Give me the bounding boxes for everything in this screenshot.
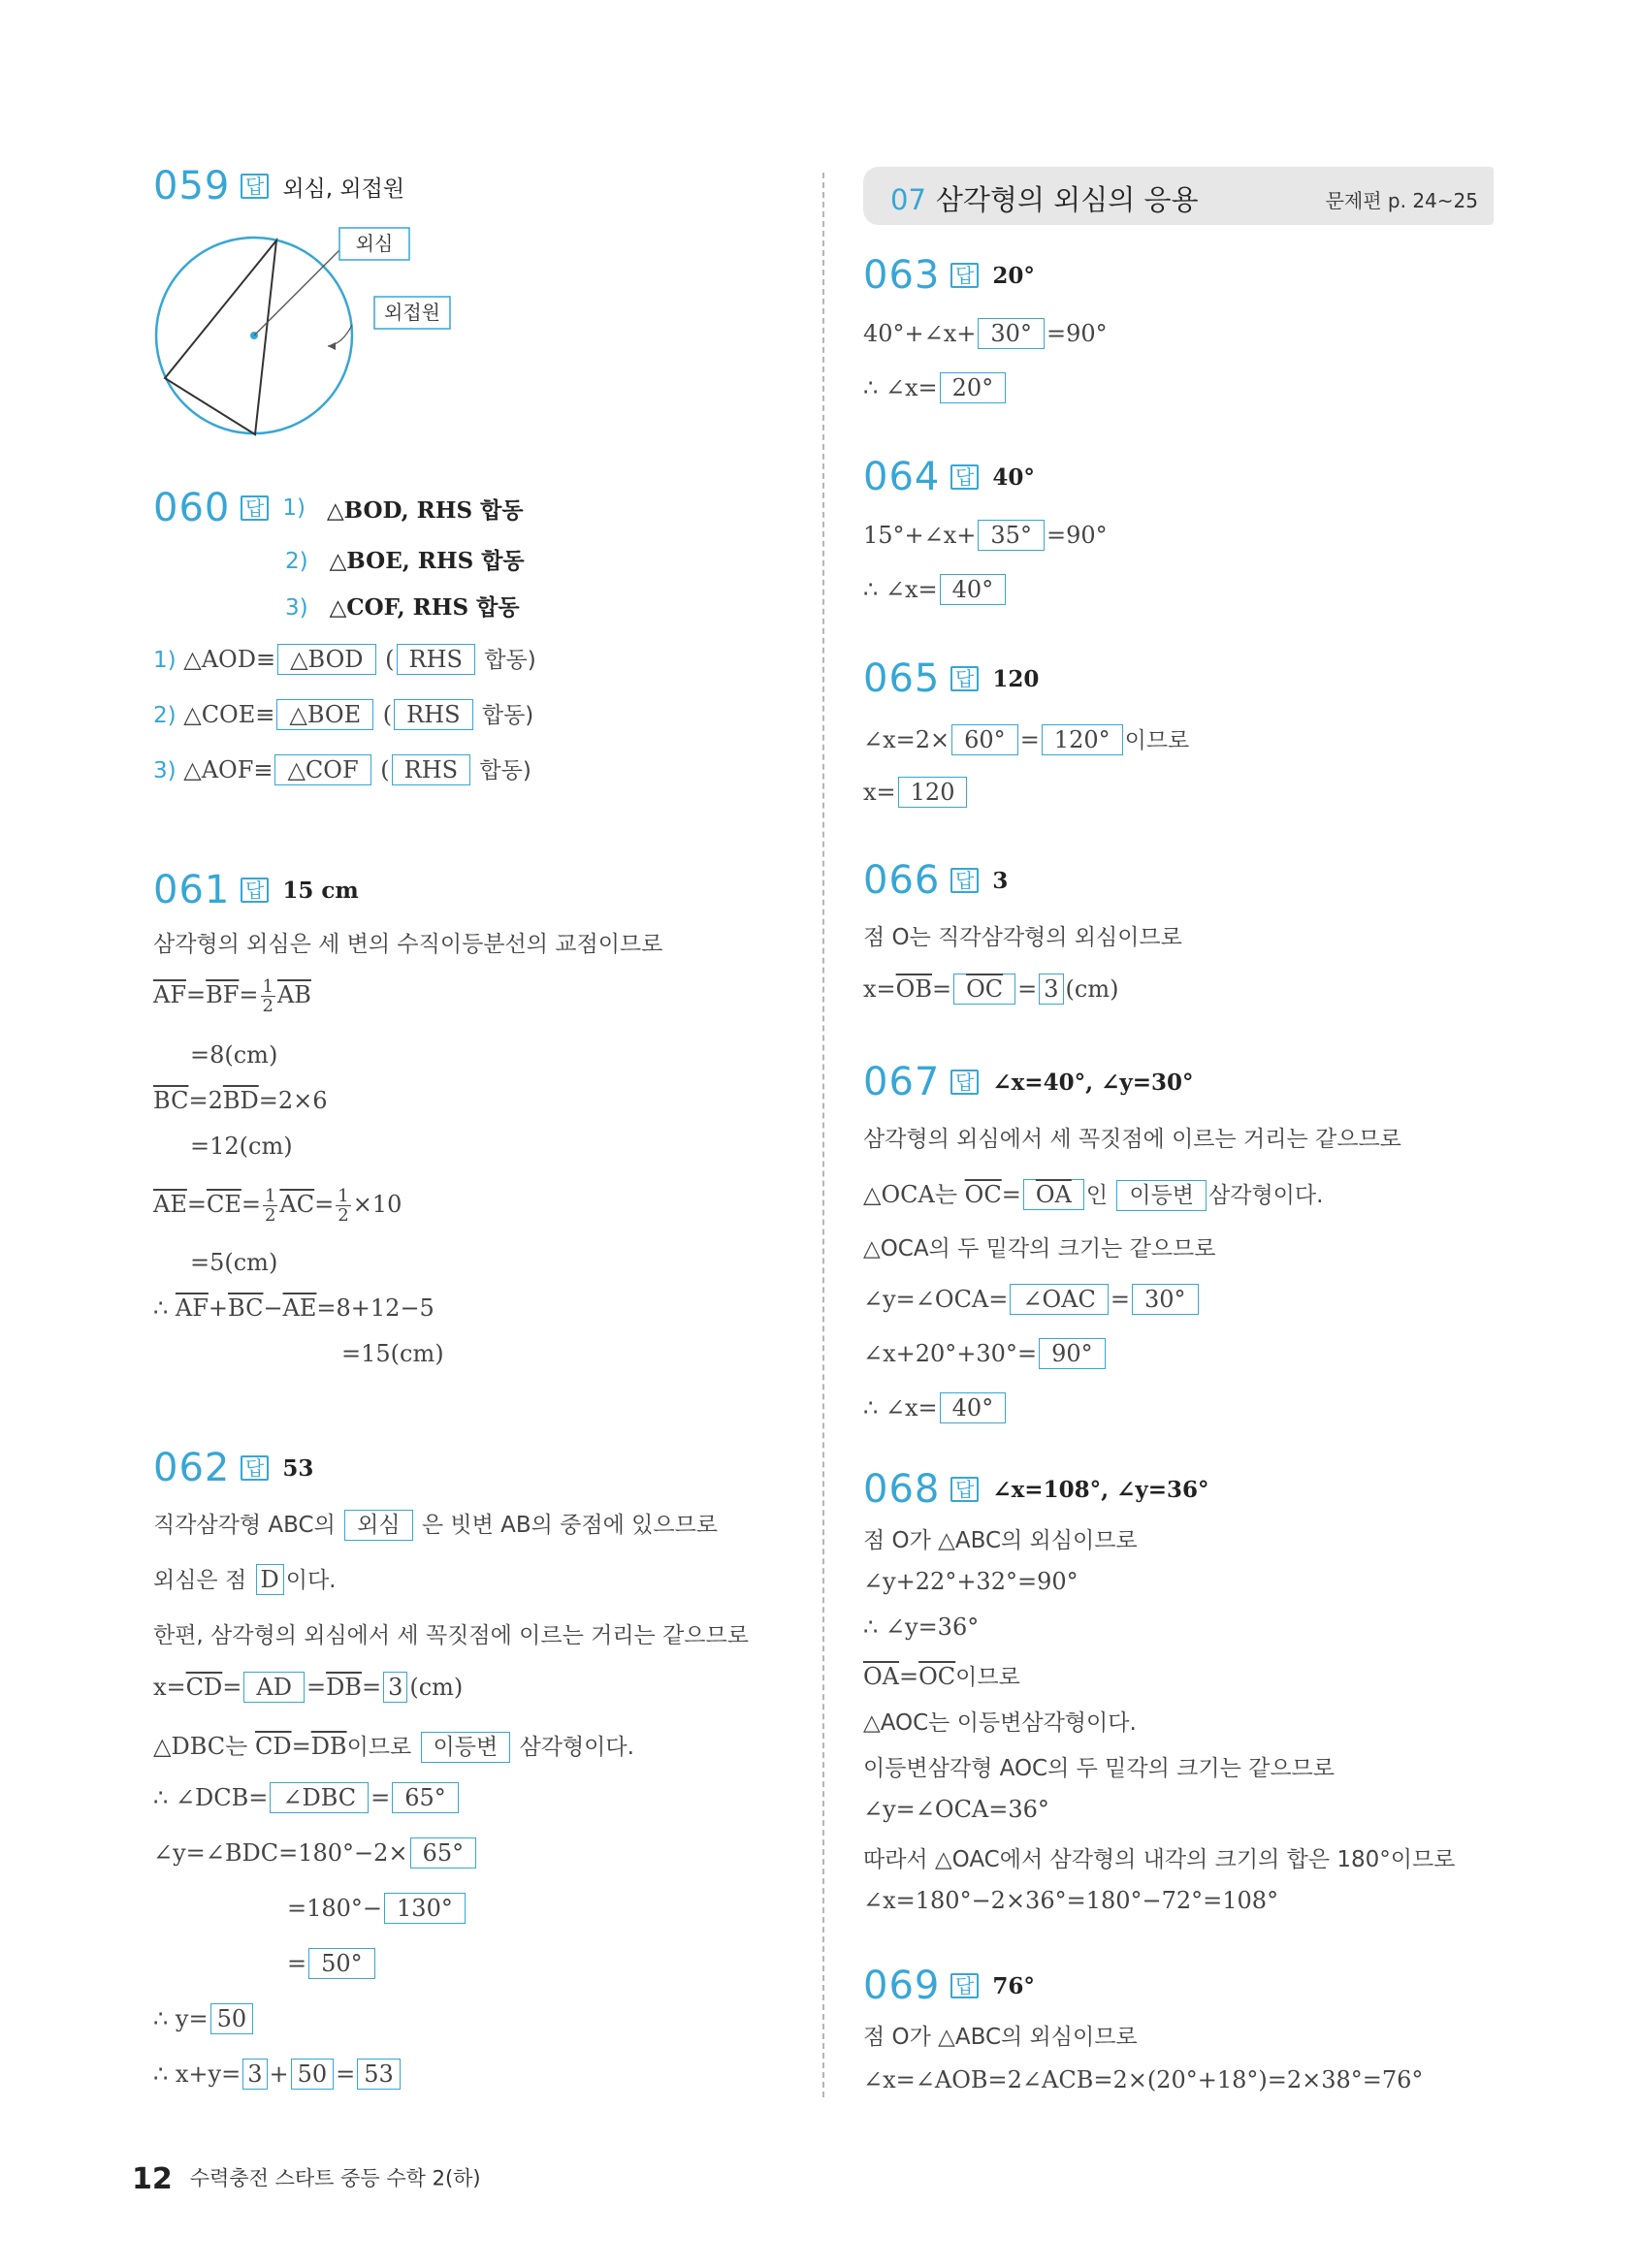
answer-box: 50 [210, 2003, 254, 2034]
text: ∠x+20°+30°= [863, 1340, 1038, 1367]
solution-line [153, 1187, 402, 1225]
answer-text: 40° [992, 463, 1035, 491]
answer-box: 60° [951, 724, 1018, 755]
solution-line [863, 1705, 1137, 1737]
book-title: 수력충전 스타트 중등 수학 2(하) [189, 2166, 481, 2190]
text: 점 O는 직각삼각형의 외심이므로 [863, 925, 1182, 950]
problem-number: 068 [863, 1467, 941, 1512]
text: = [1019, 726, 1040, 753]
text: = [1001, 1181, 1021, 1208]
solution-line [863, 1522, 1138, 1554]
solution-line [863, 1338, 1108, 1369]
answer-box: △BOE [276, 699, 373, 730]
text: △DBC는 [153, 1733, 255, 1760]
problem-063 [863, 252, 1035, 299]
item-number: 2) [285, 549, 308, 574]
section-number: 07 [890, 183, 926, 216]
problem-number: 064 [863, 455, 941, 499]
segment: $\overline{BD}$ [222, 1087, 259, 1114]
text: = [1110, 1286, 1130, 1313]
text: 따라서 △OAC에서 삼각형의 내각의 크기의 합은 180°이므로 [863, 1847, 1456, 1872]
text: 삼각형의 외심에서 세 꼭짓점에 이르는 거리는 같으므로 [863, 1127, 1401, 1152]
text: ∠y=∠OCA= [863, 1286, 1009, 1313]
answer-box: 20° [940, 372, 1007, 403]
item-number: 2) [153, 703, 177, 728]
segment: $\overline{OA}$ [863, 1663, 900, 1690]
solution-line [287, 1948, 377, 1979]
answer-badge: 답 [241, 495, 269, 521]
solution-line [153, 1727, 634, 1763]
text: x= [863, 779, 896, 806]
section-title [890, 178, 1198, 218]
text: ∴ x+y= [153, 2060, 241, 2088]
text: 40°+∠x+ [863, 320, 977, 347]
text: ∴ ∠x= [863, 576, 938, 603]
segment: $\overline{CE}$ [206, 1191, 241, 1218]
text: 삼각형이다. [1208, 1183, 1324, 1208]
text: ×10 [352, 1191, 402, 1218]
answer-box: 120° [1042, 724, 1123, 755]
column-divider [822, 173, 824, 2097]
solution-line [863, 1175, 1323, 1211]
problem-number: 059 [153, 164, 231, 208]
text: 이므로 [1124, 728, 1190, 753]
problem-number: 063 [863, 253, 941, 298]
segment: $\overline{DB}$ [310, 1733, 347, 1760]
denominator: 2 [338, 1205, 349, 1226]
solution-line: =8(cm) [190, 1041, 278, 1069]
answer-badge: 답 [950, 263, 979, 288]
answer-badge: 답 [950, 1070, 979, 1095]
answer-box: 65° [392, 1782, 459, 1813]
solution-line [863, 974, 1118, 1005]
text: = [239, 981, 259, 1008]
text: = [222, 1674, 242, 1701]
solution-line: =5(cm) [190, 1249, 278, 1276]
text: 은 빗변 AB의 중점에 있으므로 [414, 1513, 719, 1538]
problem-number: 061 [153, 868, 231, 912]
text: =2×6 [258, 1087, 328, 1114]
answer-box: △BOD [277, 644, 375, 675]
answer-text: 76° [992, 1972, 1035, 1999]
text: 인 [1085, 1183, 1115, 1208]
text: = [185, 981, 207, 1008]
text: 합동) [474, 703, 534, 728]
item-number: 1) [282, 495, 306, 521]
text: ( [372, 756, 390, 783]
text: △OCA는 [863, 1181, 965, 1208]
problem-059 [153, 163, 404, 209]
text: 점 O가 △ABC의 외심이므로 [863, 1528, 1138, 1553]
text: = [899, 1663, 919, 1690]
solution-line: ∠y=∠OCA=36° [863, 1796, 1049, 1823]
section-title-text: 삼각형의 외심의 응용 [935, 183, 1199, 216]
text: =90° [1046, 320, 1108, 347]
page-reference: 문제편 p. 24~25 [1325, 189, 1478, 212]
text: △AOC는 이등변삼각형이다. [863, 1710, 1137, 1736]
text: = [931, 975, 952, 1003]
answer-box: 40° [940, 1392, 1007, 1423]
problem-061 [153, 867, 359, 913]
answer-box: 3 [242, 2059, 267, 2090]
answer-text: 120 [992, 665, 1040, 692]
denominator: 2 [262, 996, 274, 1016]
answer-box: D [256, 1564, 284, 1595]
problem-number: 062 [153, 1446, 231, 1490]
answer-box: RHS [394, 699, 472, 730]
text: △OCA의 두 밑각의 크기는 같으므로 [863, 1236, 1216, 1262]
text: x= [153, 1674, 186, 1701]
answer-text: ∠x=40°, ∠y=30° [992, 1069, 1194, 1096]
text: = [306, 1674, 327, 1701]
text: 삼각형의 외심은 세 변의 수직이등분선의 교점이므로 [153, 932, 663, 957]
section-header [863, 167, 1494, 225]
problem-066 [863, 857, 1008, 904]
segment: $\overline{AE}$ [153, 1191, 187, 1218]
solution-line [863, 1750, 1335, 1782]
page-footer [132, 2162, 481, 2196]
text: = [336, 2060, 356, 2088]
answer-box: RHS [392, 754, 470, 785]
solution-line [863, 1659, 1020, 1691]
text: = [370, 1784, 391, 1811]
text: △AOF≡ [176, 756, 274, 783]
answer-text: ∠x=108°, ∠y=36° [992, 1476, 1209, 1503]
solution-line [153, 1087, 328, 1114]
text: = [287, 1950, 307, 1977]
text: 외심은 점 [153, 1568, 254, 1593]
solution-line [153, 752, 531, 785]
answer-text: 외심, 외접원 [282, 176, 405, 202]
answer-text: 53 [282, 1454, 314, 1482]
answer-badge: 답 [950, 1973, 979, 1998]
answer-box: $\overline{OC}$ [953, 974, 1015, 1005]
solution-line [863, 1392, 1008, 1423]
text: 이므로 [346, 1735, 419, 1760]
answer-box: 90° [1039, 1338, 1106, 1369]
text: ∴ ∠DCB= [153, 1784, 269, 1811]
text: = [241, 1191, 261, 1218]
fraction [261, 977, 275, 1015]
segment: $\overline{BC}$ [228, 1294, 264, 1322]
answer-badge: 답 [241, 1455, 269, 1481]
answer-badge: 답 [950, 1477, 979, 1502]
text: ∴ ∠x= [863, 1394, 938, 1421]
solution-line [153, 1562, 337, 1595]
answer-badge: 답 [950, 464, 979, 490]
answer-box: 3 [1039, 974, 1063, 1005]
answer-box: 120 [898, 777, 968, 808]
answer-line [285, 543, 525, 575]
text: ∴ y= [153, 2005, 209, 2032]
solution-line [153, 1294, 435, 1322]
answer-badge: 답 [950, 666, 979, 691]
text: 합동) [472, 758, 531, 783]
solution-line [153, 1507, 718, 1541]
segment: $\overline{AE}$ [282, 1294, 317, 1322]
text: (cm) [1065, 975, 1119, 1003]
text: ∠y=∠BDC=180°−2× [153, 1839, 408, 1867]
answer-box: ∠OAC [1010, 1284, 1108, 1315]
answer-box: 65° [410, 1837, 477, 1869]
solution-line [153, 642, 536, 675]
problem-062 [153, 1445, 313, 1491]
problem-number: 067 [863, 1060, 941, 1104]
segment: $\overline{AF}$ [153, 981, 186, 1008]
solution-line [863, 574, 1008, 605]
solution-line: ∴ ∠y=36° [863, 1613, 980, 1641]
solution-line [153, 697, 533, 730]
answer-badge: 답 [241, 174, 269, 199]
problem-064 [863, 454, 1035, 500]
arrowhead [328, 342, 336, 350]
solution-line [153, 1782, 461, 1813]
text: ( [375, 701, 393, 728]
text: ∠x=2× [863, 726, 950, 753]
answer-box: AD [243, 1672, 305, 1703]
problem-065 [863, 655, 1039, 702]
problem-068 [863, 1466, 1209, 1513]
text: ∴ ∠x= [863, 374, 938, 401]
label-circumcenter: 외심 [355, 232, 394, 255]
text: − [263, 1294, 283, 1322]
solution-line [863, 1284, 1201, 1315]
text: =8+12−5 [316, 1294, 435, 1322]
text: 점 O가 △ABC의 외심이므로 [863, 2025, 1138, 2050]
answer-box: 외심 [344, 1510, 412, 1541]
solution-line [863, 1230, 1215, 1262]
solution-line [863, 2019, 1138, 2051]
solution-line [153, 1672, 463, 1703]
solution-line: ∠x=∠AOB=2∠ACB=2×(20°+18°)=2×38°=76° [863, 2066, 1424, 2093]
text: =180°− [287, 1895, 383, 1922]
problem-number: 069 [863, 1964, 941, 2008]
answer-box: 130° [384, 1893, 466, 1924]
text: ( [377, 646, 395, 673]
solution-line: ∠y+22°+32°=90° [863, 1568, 1079, 1595]
text: x= [863, 975, 896, 1003]
solution-line [863, 1841, 1455, 1873]
problem-number: 066 [863, 858, 941, 903]
numerator: 1 [264, 1186, 276, 1206]
answer-box: 50 [291, 2059, 335, 2090]
label-circumcircle: 외접원 [384, 301, 440, 324]
answer-line [285, 590, 520, 622]
label-pointer [254, 247, 342, 335]
segment: $\overline{BF}$ [206, 981, 240, 1008]
solution-line [287, 1893, 467, 1924]
circumcircle-figure [153, 218, 464, 451]
segment: $\overline{CD}$ [185, 1674, 223, 1701]
solution-line [863, 919, 1182, 951]
solution-line [863, 520, 1108, 551]
answer-box: 50° [308, 1948, 375, 1979]
fraction [263, 1187, 277, 1225]
solution-line [153, 926, 662, 958]
item-number: 3) [285, 595, 308, 621]
solution-line: ∠x=180°−2×36°=180°−72°=108° [863, 1887, 1279, 1914]
fraction [336, 1187, 350, 1225]
text: △AOD≡ [176, 646, 276, 673]
text: =2 [188, 1087, 223, 1114]
answer-box: 30° [1132, 1284, 1199, 1315]
page-number: 12 [132, 2162, 173, 2196]
numerator: 1 [262, 976, 274, 997]
solution-line [863, 722, 1189, 755]
solution-line [863, 318, 1108, 349]
solution-line: =15(cm) [341, 1340, 444, 1367]
answer-box: △COF [274, 754, 370, 785]
text: =90° [1046, 522, 1108, 549]
answer-box: 3 [383, 1672, 407, 1703]
solution-line [863, 777, 969, 808]
text: = [361, 1674, 382, 1701]
answer-box: 이등변 [421, 1732, 511, 1763]
text: ∴ [153, 1294, 176, 1322]
solution-line [153, 1837, 478, 1869]
text: 삼각형이다. [512, 1735, 634, 1760]
answer-text: △BOD, RHS 합동 [326, 496, 524, 524]
problem-067 [863, 1059, 1194, 1105]
answer-box: $\overline{OA}$ [1023, 1179, 1084, 1210]
text: (cm) [409, 1674, 464, 1701]
answer-box: 53 [357, 2059, 401, 2090]
text: 이다. [285, 1568, 337, 1593]
text: + [208, 1294, 228, 1322]
solution-line [153, 2059, 402, 2090]
numerator: 1 [338, 1186, 349, 1206]
text: 직각삼각형 ABC의 [153, 1513, 343, 1538]
solution-line [863, 372, 1008, 403]
denominator: 2 [264, 1205, 276, 1226]
answer-box: 30° [978, 318, 1045, 349]
text: = [291, 1733, 311, 1760]
answer-box: 40° [940, 574, 1007, 605]
answer-text: △BOE, RHS 합동 [329, 548, 525, 574]
item-number: 1) [153, 648, 177, 673]
solution-line [863, 1121, 1401, 1153]
answer-badge: 답 [950, 868, 979, 893]
answer-box: 35° [978, 520, 1045, 551]
answer-text: 3 [992, 867, 1009, 894]
solution-line [153, 977, 311, 1015]
answer-badge: 답 [241, 878, 269, 903]
answer-box: RHS [397, 644, 475, 675]
segment: $\overline{DB}$ [326, 1674, 362, 1701]
answer-text: △COF, RHS 합동 [329, 594, 520, 621]
text: 이므로 [955, 1665, 1020, 1690]
answer-text: 15 cm [282, 877, 359, 904]
problem-060 [153, 485, 524, 531]
segment: $\overline{BC}$ [153, 1087, 189, 1114]
text: 15°+∠x+ [863, 522, 977, 549]
answer-text: 20° [992, 262, 1035, 289]
segment: $\overline{AB}$ [276, 981, 311, 1008]
text: 한편, 삼각형의 외심에서 세 꼭짓점에 이르는 거리는 같으므로 [153, 1623, 749, 1648]
segment: $\overline{AF}$ [175, 1294, 209, 1322]
text: = [314, 1191, 335, 1218]
text: = [1017, 975, 1038, 1003]
answer-box: 이등변 [1116, 1180, 1207, 1211]
solution-line: =12(cm) [190, 1133, 293, 1160]
problem-number: 065 [863, 656, 941, 701]
text: = [186, 1191, 207, 1218]
segment: $\overline{AC}$ [279, 1191, 315, 1218]
segment: $\overline{OB}$ [895, 975, 932, 1003]
item-number: 3) [153, 758, 177, 783]
text: 이등변삼각형 AOC의 두 밑각의 크기는 같으므로 [863, 1756, 1335, 1781]
problem-number: 060 [153, 486, 231, 530]
text: 합동) [476, 648, 536, 673]
solution-line [153, 2003, 255, 2034]
segment: $\overline{OC}$ [918, 1663, 956, 1690]
problem-069 [863, 1963, 1035, 2009]
label-pointer-curve [328, 325, 352, 346]
text: + [269, 2060, 289, 2088]
answer-box: ∠DBC [270, 1782, 369, 1813]
segment: $\overline{CD}$ [254, 1733, 292, 1760]
text: △COE≡ [176, 701, 275, 728]
segment: $\overline{OC}$ [964, 1181, 1002, 1208]
solution-line [153, 1617, 749, 1649]
